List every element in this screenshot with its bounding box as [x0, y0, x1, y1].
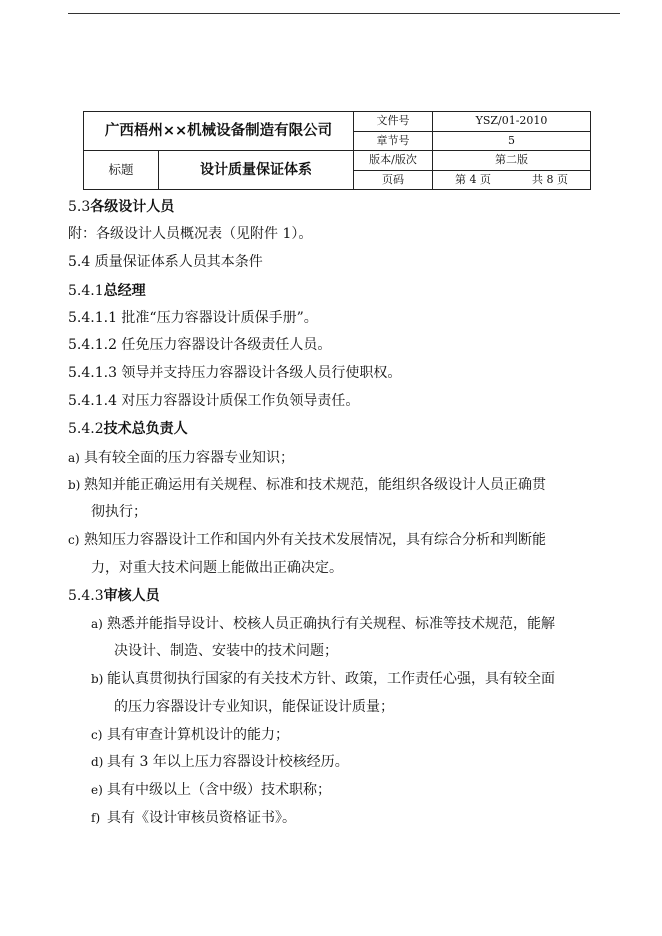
list-item-continuation: 力，对重大技术问题上能做出正确决定。: [91, 560, 343, 576]
document-title: 设计质量保证体系: [159, 151, 354, 190]
list-item-continuation: 决设计、制造、安装中的技术问题；: [114, 643, 338, 659]
section-5-3-heading: 5.3各级设计人员: [68, 199, 175, 215]
section-5-4-2-heading: 5.4.2技术总负责人: [68, 421, 188, 437]
section-5-4-3-heading: 5.4.3审核人员: [68, 588, 160, 604]
annex-note: 附：各级设计人员概况表（见附件 1）。: [68, 226, 313, 242]
list-item: a) 熟悉并能指导设计、校核人员正确执行有关规程、标准等技术规范，能解: [91, 616, 555, 632]
clause-5-4-1-3: 5.4.1.3 领导并支持压力容器设计各级人员行使职权。: [68, 365, 402, 381]
list-item: a) 具有较全面的压力容器专业知识；: [68, 450, 294, 466]
file-no-label: 文件号: [354, 112, 433, 132]
title-label: 标题: [84, 151, 159, 190]
file-no-value: YSZ/01-2010: [433, 112, 591, 132]
list-item: f) 具有《设计审核员资格证书》。: [91, 810, 296, 826]
section-5-4-1-heading: 5.4.1总经理: [68, 283, 146, 299]
page-info: [433, 170, 591, 190]
clause-5-4-1-2: 5.4.1.2 任免压力容器设计各级责任人员。: [68, 337, 332, 353]
version-value: 第二版: [433, 151, 591, 171]
top-rule: [68, 13, 620, 14]
list-item: b) 能认真贯彻执行国家的有关技术方针、政策，工作责任心强，具有较全面: [91, 671, 555, 687]
list-item: b) 熟知并能正确运用有关规程、标准和技术规范，能组织各级设计人员正确贯: [68, 477, 546, 493]
page-total: 共 8 页: [532, 172, 568, 186]
page-current: 第 4 页: [455, 172, 491, 186]
chapter-value: 5: [433, 131, 591, 151]
list-item: e) 具有中级以上（含中级）技术职称；: [91, 782, 331, 798]
page-label: 页码: [354, 170, 433, 190]
section-5-4-heading: 5.4 质量保证体系人员其本条件: [68, 254, 263, 270]
list-item-continuation: 的压力容器设计专业知识，能保证设计质量；: [114, 699, 394, 715]
clause-5-4-1-1: 5.4.1.1 批准“压力容器设计质保手册”。: [68, 310, 318, 326]
version-label: 版本/版次: [354, 151, 433, 171]
document-header-table: [83, 111, 591, 190]
company-name: 广西梧州××机械设备制造有限公司: [84, 112, 354, 151]
list-item-continuation: 彻执行；: [91, 504, 147, 520]
list-item: d) 具有 3 年以上压力容器设计校核经历。: [91, 754, 349, 770]
chapter-label: 章节号: [354, 131, 433, 151]
clause-5-4-1-4: 5.4.1.4 对压力容器设计质保工作负领导责任。: [68, 393, 360, 409]
list-item: c) 具有审查计算机设计的能力；: [91, 727, 289, 743]
list-item: c) 熟知压力容器设计工作和国内外有关技术发展情况，具有综合分析和判断能: [68, 532, 546, 548]
